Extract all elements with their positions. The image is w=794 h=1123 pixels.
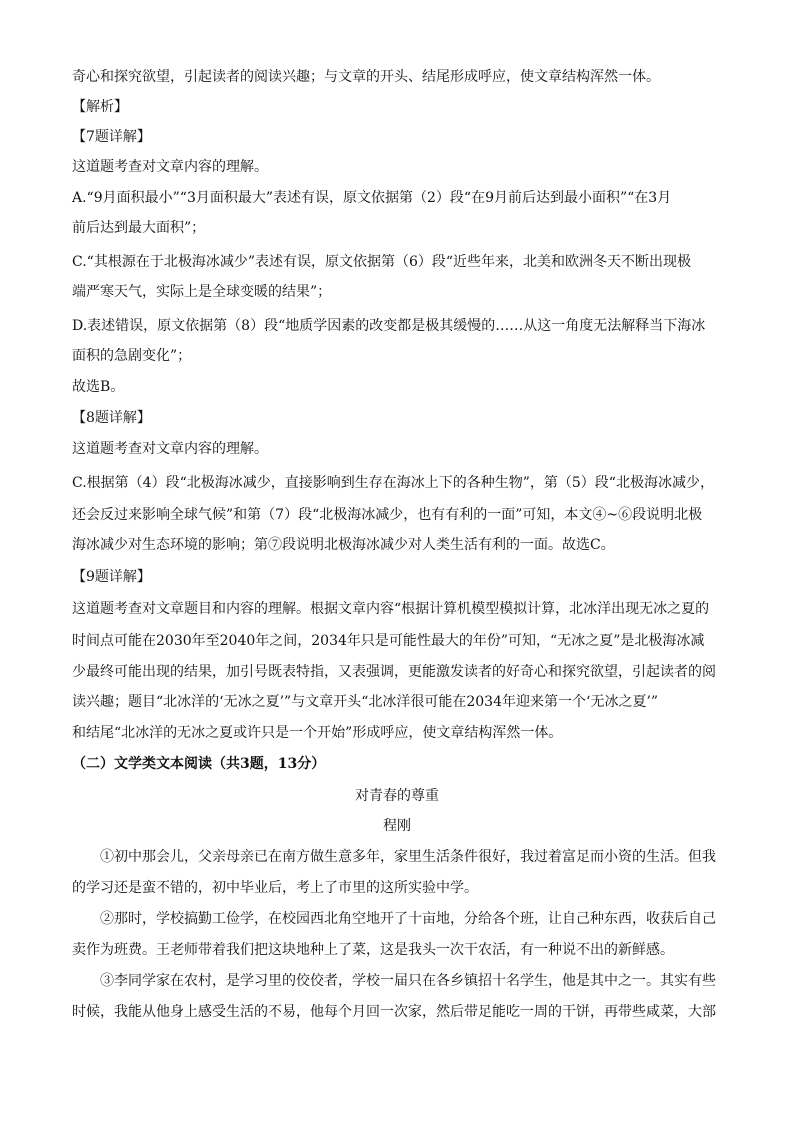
paragraph-line: ②那时，学校搞勤工俭学，在校园西北角空地开了十亩地，分给各个班，让自己种东西，收获后自己 — [100, 911, 716, 927]
heading-question-7: 【7题详解】 — [72, 129, 151, 145]
text-line: 时间点可能在2030年至2040年之间，2034年只是可能性最大的年份”可知，“无冰之夏”是北极海冰减 — [72, 633, 705, 649]
text-line: 和结尾“北冰洋的无冰之夏或许只是一个开始”形成呼应，使文章结构浑然一体。 — [72, 725, 563, 741]
text-line: 前后达到最大面积”； — [72, 220, 206, 236]
option-c-line: C.“其根源在于北极海冰减少”表述有误，原文依据第（6）段“近些年来，北美和欧洲冬天不断出现极 — [72, 254, 692, 270]
section-heading: （二）文学类文本阅读（共3题，13分） — [72, 756, 326, 772]
text-line: 还会反过来影响全球气候”和第（7）段“北极海冰减少，也有有利的一面”可知，本文④~⑥段说明北极 — [72, 507, 703, 523]
text-line: 少最终可能出现的结果，加引号既表特指，又表强调，更能激发读者的好奇心和探究欲望，引起读者的阅 — [72, 664, 716, 680]
option-a-line: A.“9月面积最小”“3月面积最大”表述有误，原文依据第（2）段“在9月前后达到最小面积”“在3月 — [72, 190, 672, 206]
paragraph-line: 的学习还是蛮不错的，初中毕业后，考上了市里的这所实验中学。 — [72, 880, 478, 896]
paragraph-line: 卖作为班费。王老师带着我们把这块地种上了菜，这是我头一次干农活，有一种说不出的新鲜感。 — [72, 942, 674, 958]
article-author: 程刚 — [383, 818, 411, 834]
text-line: 读兴趣；题目“北冰洋的‘无冰之夏’”与文章开头“北冰洋很可能在2034年迎来第一个‘无冰之夏’” — [72, 694, 659, 710]
paragraph-line: ③李同学家在农村，是学习里的佼佼者，学校一届只在各乡镇招十名学生，他是其中之一。其实有些 — [100, 973, 716, 989]
section-label-analysis: 【解析】 — [72, 99, 128, 115]
paragraph-line: 时候，我能从他身上感受生活的不易，他每个月回一次家，然后带足能吃一周的干饼，再带些咸菜，大部 — [72, 1004, 716, 1020]
text-line: 面积的急剧变化”； — [72, 348, 192, 364]
text-line: 这道题考查对文章内容的理解。 — [72, 159, 268, 175]
text-line: 海冰减少对生态环境的影响；第⑦段说明北极海冰减少对人类生活有利的一面。故选C。 — [72, 537, 615, 553]
text-line: 这道题考查对文章题目和内容的理解。根据文章内容“根据计算机模型模拟计算，北冰洋出现无冰之夏的 — [72, 601, 710, 617]
heading-question-8: 【8题详解】 — [72, 410, 151, 426]
text-line: 端严寒天气，实际上是全球变暖的结果”； — [72, 284, 332, 300]
article-title: 对青春的尊重 — [355, 788, 439, 804]
paragraph-line: ①初中那会儿，父亲母亲已在南方做生意多年，家里生活条件很好，我过着富足而小资的生活。但我 — [100, 849, 716, 865]
answer-line: 故选B。 — [72, 379, 125, 395]
option-c-line: C.根据第（4）段“北极海冰减少，直接影响到生存在海冰上下的各种生物”，第（5）段“北极海冰减少， — [72, 475, 714, 491]
text-line: 这道题考查对文章内容的理解。 — [72, 441, 268, 457]
heading-question-9: 【9题详解】 — [72, 569, 151, 585]
text-line: 奇心和探究欲望，引起读者的阅读兴趣；与文章的开头、结尾形成呼应，使文章结构浑然一体。 — [72, 69, 660, 85]
option-d-line: D.表述错误，原文依据第（8）段“地质学因素的改变都是极其缓慢的……从这一角度无法解释当下海冰 — [72, 318, 706, 334]
